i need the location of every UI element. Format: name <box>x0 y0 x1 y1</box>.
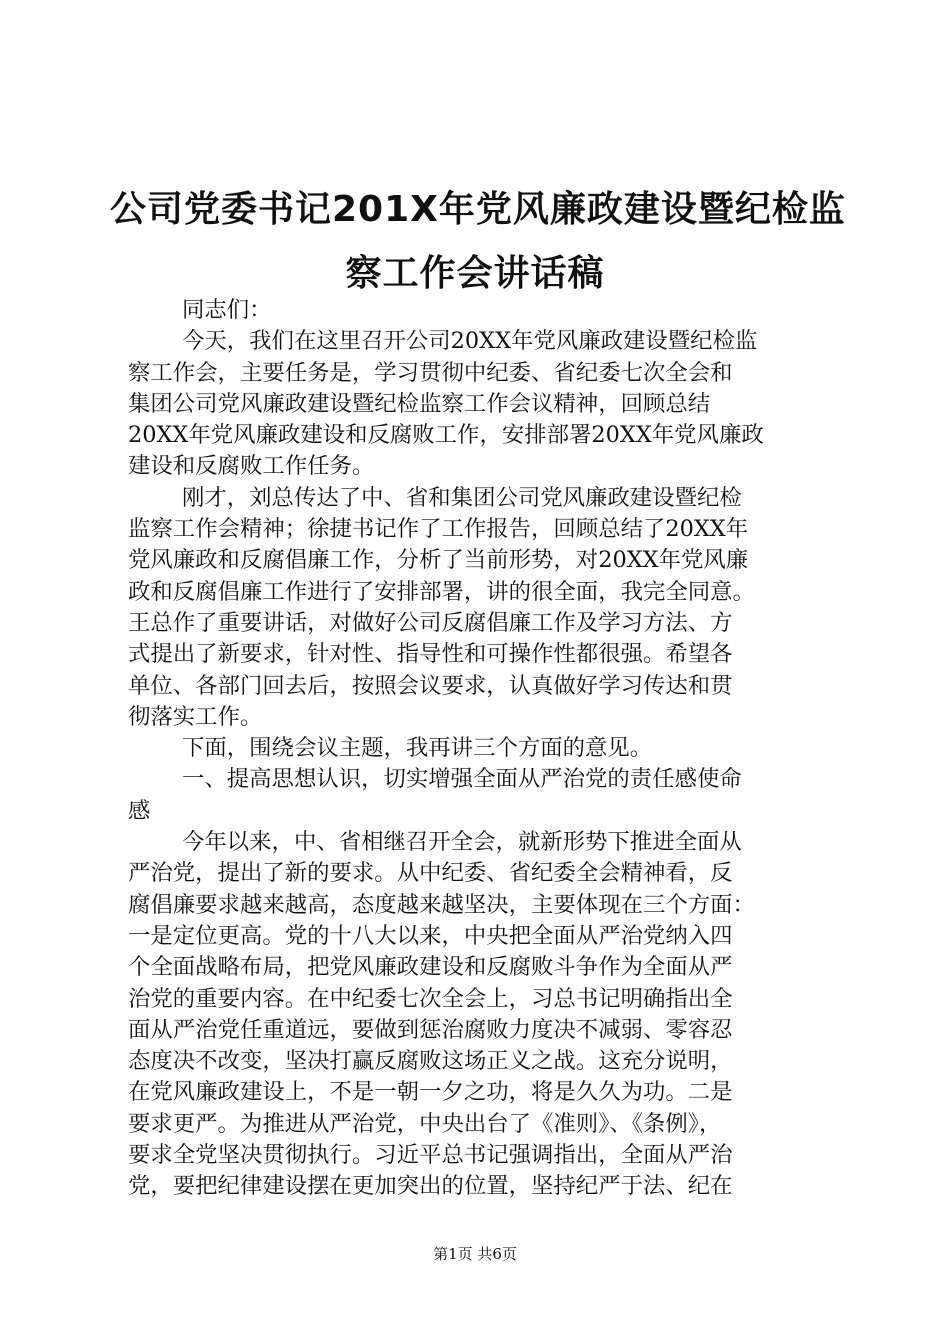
document-title <box>110 178 846 306</box>
body-line: 集团公司党风廉政建设暨纪检监察工作会议精神，回顾总结 <box>128 390 711 417</box>
body-line: 在党风廉政建设上，不是一朝一夕之功，将是久久为功。二是 <box>128 1079 733 1106</box>
body-line: 刚才，刘总传达了中、省和集团公司党风廉政建设暨纪检 <box>182 484 742 511</box>
body-line: 要求更严。为推进从严治党，中央出台了《准则》、《条例》， <box>128 1110 722 1137</box>
body-line: 要求全党坚决贯彻执行。习近平总书记强调指出，全面从严治 <box>128 1142 733 1169</box>
body-line: 政和反腐倡廉工作进行了安排部署，讲的很全面，我完全同意。 <box>128 578 755 605</box>
page-footer: 第1页 共6页 <box>433 1245 517 1263</box>
body-line: 同志们： <box>182 297 272 323</box>
body-line: 今年以来，中、省相继召开全会，就新形势下推进全面从 <box>182 829 742 856</box>
body-line: 一、提高思想认识，切实增强全面从严治党的责任感使命 <box>182 766 742 793</box>
body-line: 态度决不改变，坚决打赢反腐败这场正义之战。这充分说明， <box>128 1048 733 1075</box>
title-line: 公司党委书记201X年党风廉政建设暨纪检监 <box>110 189 846 230</box>
body-line: 党风廉政和反腐倡廉工作，分析了当前形势，对20XX年党风廉 <box>128 547 749 574</box>
body-line: 严治党，提出了新的要求。从中纪委、省纪委全会精神看，反 <box>128 860 733 887</box>
body-line: 下面，围绕会议主题，我再讲三个方面的意见。 <box>182 735 653 762</box>
body-line: 察工作会，主要任务是，学习贯彻中纪委、省纪委七次全会和 <box>128 359 733 386</box>
body-line: 一是定位更高。党的十八大以来，中央把全面从严治党纳入四 <box>128 922 733 949</box>
body-line: 彻落实工作。 <box>128 703 263 730</box>
body-line: 治党的重要内容。在中纪委七次全会上，习总书记明确指出全 <box>128 985 733 1012</box>
body-line: 王总作了重要讲话，对做好公司反腐倡廉工作及学习方法、方 <box>128 609 733 636</box>
body-line: 单位、各部门回去后，按照会议要求，认真做好学习传达和贯 <box>128 672 733 699</box>
body-line: 今天，我们在这里召开公司20XX年党风廉政建设暨纪检监 <box>182 328 758 355</box>
body-line: 面从严治党任重道远，要做到惩治腐败力度决不减弱、零容忍 <box>128 1016 733 1043</box>
body-line: 建设和反腐败工作任务。 <box>128 453 375 480</box>
body-line: 腐倡廉要求越来越高，态度越来越坚决，主要体现在三个方面： <box>128 891 755 918</box>
body-line: 监察工作会精神；徐捷书记作了工作报告，回顾总结了20XX年 <box>128 516 749 543</box>
title-line: 察工作会讲话稿 <box>345 253 605 294</box>
body-line: 感 <box>128 797 151 824</box>
body-line: 党，要把纪律建设摆在更加突出的位置，坚持纪严于法、纪在 <box>128 1173 733 1200</box>
document-body <box>128 295 832 1203</box>
body-line: 个全面战略布局，把党风廉政建设和反腐败斗争作为全面从严 <box>128 954 733 981</box>
body-line: 式提出了新要求，针对性、指导性和可操作性都很强。希望各 <box>128 641 733 668</box>
body-line: 20XX年党风廉政建设和反腐败工作，安排部署20XX年党风廉政 <box>128 422 764 449</box>
